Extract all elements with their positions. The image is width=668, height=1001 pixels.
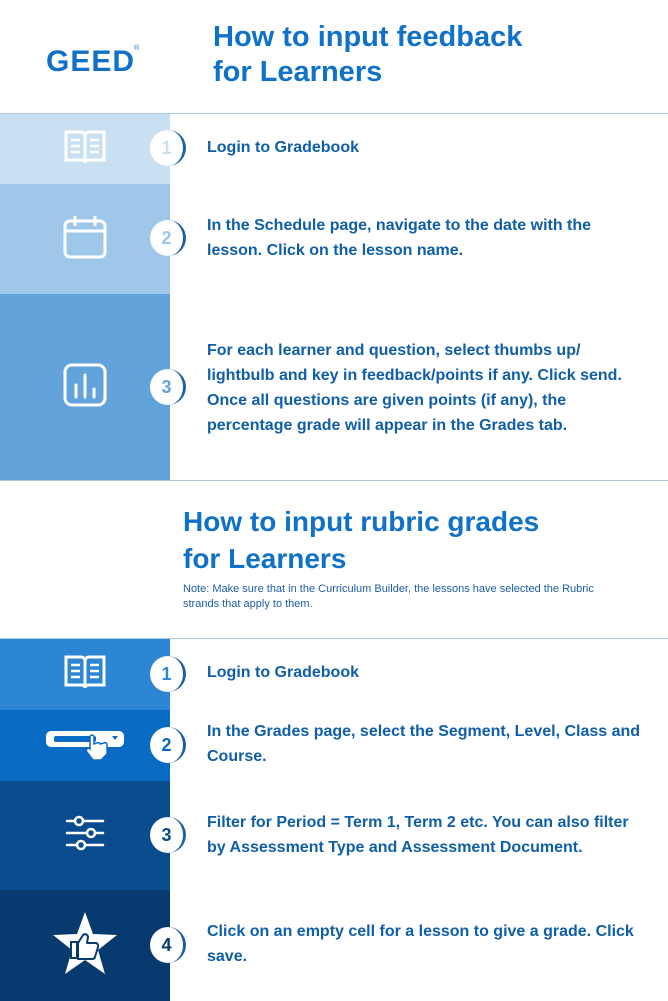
divider <box>0 480 668 481</box>
dropdown-click-icon <box>44 725 126 766</box>
section2-title <box>183 503 539 577</box>
s1-step3-text: For each learner and question, select thumbs up/ lightbulb and key in feedback/points if any. Click send. Once all questions are given points (if any), the percentage grade will appear in the Grades tab. <box>207 342 622 434</box>
step-number-3: 3 <box>150 817 186 853</box>
geed-logo <box>46 40 142 76</box>
s2-step1-band <box>0 639 170 710</box>
s2-step4-text: Click on an empty cell for a lesson to give a grade. Click save. <box>207 923 634 965</box>
calendar-icon <box>62 214 108 265</box>
s2-step3-text: Filter for Period = Term 1, Term 2 etc. You can also filter by Assessment Type and Assessment Document. <box>207 813 629 856</box>
book-icon <box>63 128 107 171</box>
section2-title-line1: How to input rubric grades <box>183 506 540 537</box>
s1-step1-text: Login to Gradebook <box>207 139 359 156</box>
step-number-3: 3 <box>150 369 186 405</box>
book-icon <box>63 653 107 696</box>
step-number-2: 2 <box>150 220 186 256</box>
sliders-icon <box>65 815 105 856</box>
section2-title-line2: for Learners <box>183 543 347 574</box>
s2-step1-text: Login to Gradebook <box>207 664 359 681</box>
s1-step2-band <box>0 184 170 294</box>
s1-step2-text: In the Schedule page, navigate to the date with the lesson. Click on the lesson name. <box>207 217 592 259</box>
step-number-4: 4 <box>150 927 186 963</box>
step-number-1: 1 <box>150 656 186 692</box>
logo-text: GEED <box>46 45 136 76</box>
section2-note: Note: Make sure that in the Curriculum Builder, the lessons have selected the Rubric strands that apply to them. <box>183 583 594 610</box>
step-number-2: 2 <box>150 727 186 763</box>
s2-step3-band <box>0 781 170 890</box>
section1-title <box>213 20 522 90</box>
s2-step4-band <box>0 890 170 1001</box>
section1-title-line2: for Learners <box>213 56 383 88</box>
s2-step2-text: In the Grades page, select the Segment, Level, Class and Course. <box>207 723 641 765</box>
step-number-1: 1 <box>150 130 186 166</box>
star-thumbs-up-icon <box>51 910 119 981</box>
s1-step1-band <box>0 114 170 184</box>
s2-step2-band <box>0 710 170 781</box>
bar-chart-icon <box>63 363 107 412</box>
section1-title-line1: How to input feedback <box>213 21 523 53</box>
s1-step3-band <box>0 294 170 480</box>
svg-text:®: ® <box>134 45 140 52</box>
